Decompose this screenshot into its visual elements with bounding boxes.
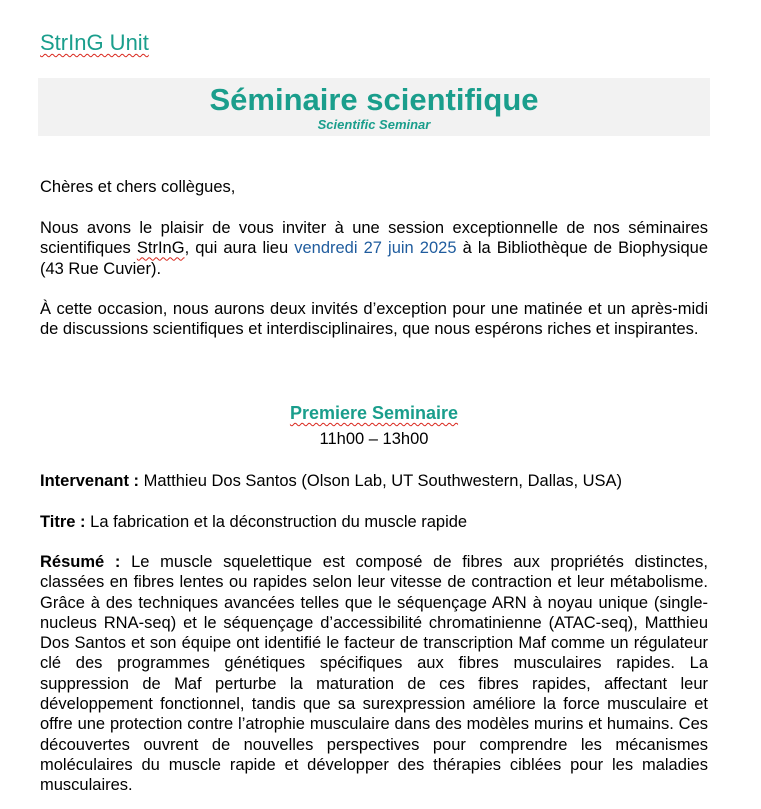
event-date: vendredi 27 juin 2025 — [294, 239, 457, 258]
invitation-text-end: à la Bibliothèque de Biophysique (43 Rue Cuvier). — [40, 239, 708, 278]
greeting: Chères et chers collègues, — [40, 178, 236, 196]
speaker-name: Matthieu Dos Santos (Olson Lab, UT Southwestern, Dallas, USA) — [143, 472, 623, 490]
seminar-title: Séminaire scientifique — [209, 82, 539, 117]
brand-name: StrInG — [136, 239, 185, 258]
talk-title: La fabrication et la déconstruction du muscle rapide — [90, 513, 468, 531]
invitation-text-mid: , qui aura lieu — [184, 239, 295, 258]
seminar-time: 11h00 – 13h00 — [319, 430, 429, 448]
talk-title-label: Titre : — [40, 513, 86, 531]
unit-title: StrInG Unit — [40, 30, 149, 55]
abstract-text: Le muscle squelettique est composé de fibres aux propriétés distinctes, classées en fibres lentes ou rapides selon leur vitesse de contraction et leur métabolisme. Grâce à des techniques avancées telles que le séquençage ARN à noyau unique (single-nucleus RNA-seq) et le séquençage d’accessibilité chromatinienne (ATAC-seq), Matthieu Dos Santos et son équipe ont identifié le facteur de transcription Maf comme un régulateur clé des programmes génétiques spécifiques aux fibres musculaires rapides. La suppression de Maf perturbe la maturation de ces fibres rapides, affectant leur développement fonctionnel, tandis que sa surexpression améliore la force musculaire et offre une protection contre l’atrophie musculaire dans des modèles murins et humains. Ces découvertes ouvrent de nouvelles perspectives pour comprendre les mécanismes moléculaires du muscle rapide et développer des thérapies ciblées pour les maladies musculaires. — [40, 553, 708, 795]
seminar-subtitle: Scientific Seminar — [317, 117, 431, 132]
abstract-label: Résumé : — [40, 553, 121, 571]
seminar-section-title — [40, 403, 708, 424]
talk-title-line — [40, 512, 708, 532]
occasion-paragraph: À cette occasion, nous aurons deux invités d’exception pour une matinée et un après-midi de discussions scientifiques et interdisciplinaires, que nous espérons riches et inspirantes. — [40, 300, 708, 339]
abstract-paragraph — [40, 552, 708, 796]
speaker-line — [40, 471, 708, 491]
speaker-label: Intervenant : — [40, 472, 140, 490]
seminar-section-title-text: Premiere Seminaire — [289, 403, 459, 423]
header-band — [38, 78, 710, 136]
invitation-paragraph — [40, 218, 708, 279]
invitation-text-start: Nous avons le plaisir de vous inviter à une session exceptionnelle de nos séminaires scientifiques — [40, 219, 708, 258]
